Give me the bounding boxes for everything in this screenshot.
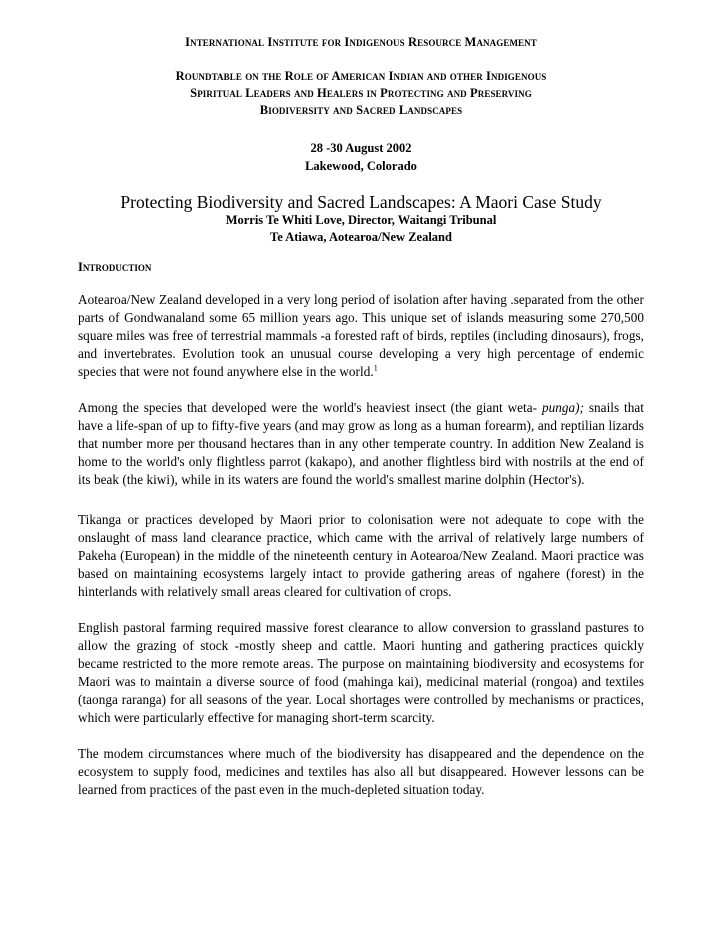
paragraph-1-text: Aotearoa/New Zealand developed in a very long period of isolation after having .separated from the other parts of Gondwanaland some 65 million years ago. This unique set of islands measuring some 270,500 square miles was free of terrestrial mammals -a forested raft of birds, reptiles (including dinosaurs), frogs, and invertebrates. Evolution took an unusual course developing a very high percentage of endemic species that were not found anywhere else in the world.: [78, 292, 644, 379]
author-block: [78, 212, 644, 246]
paragraph-3: Tikanga or practices developed by Maori prior to colonisation were not adequate to cope with the onslaught of mass land clearance practice, which came with the arrival of relatively large numbers of Pakeha (European) in the middle of the nineteenth century in Aotearoa/New Zealand. Maori practice was based on maintaining ecosystems largely intact to provide gathering areas of ngahere (forest) in the hinterlands with relatively small areas cleared for cultivation of crops.: [78, 512, 644, 599]
paragraph-4: English pastoral farming required massive forest clearance to allow conversion to grassland pastures to allow the grazing of stock -mostly sheep and cattle. Maori hunting and gathering practices quickly became restricted to the more remote areas. The purpose on maintaining biodiversity and ecosystems for Maori was to maintain a diverse source of food (mahinga kai), medicinal material (rongoa) and textiles (taonga raranga) for all seasons of the year. Local shortages were controlled by mechanisms or practices, which were particularly effective for managing short-term scarcity.: [78, 620, 644, 725]
document-page: [78, 34, 644, 817]
paragraph-2-text-end: snails that have a life-span of up to fifty-five years (and may grow as long as a human forearm), and reptilian lizards that number more per thousand hectares than in any other temperate country. In addition New Zealand is home to the world's only flightless parrot (kakapo), and another flightless bird with nostrils at the end of its beak (the kiwi), while in its waters are found the world's smallest marine dolphin (Hector's).: [78, 400, 644, 487]
paper-title: Protecting Biodiversity and Sacred Landscapes: A Maori Case Study: [120, 192, 602, 212]
roundtable-title-line-2: Spiritual Leaders and Healers in Protecting and Preserving: [190, 86, 532, 100]
section-heading-introduction: Introduction: [78, 260, 152, 274]
paragraph-2: [78, 399, 644, 489]
author-name-role: Morris Te Whiti Love, Director, Waitangi Tribunal: [225, 213, 497, 227]
paragraph-1: [78, 291, 644, 381]
event-location: Lakewood, Colorado: [305, 159, 417, 173]
paragraph-5: The modem circumstances where much of the biodiversity has disappeared and the dependence on the ecosystem to supply food, medicines and textiles has also all but disappeared. However lessons can be learned from practices of the past even in the much-depleted situation today.: [78, 746, 644, 797]
footnote-marker: 1: [373, 363, 378, 373]
roundtable-title-line-3: Biodiversity and Sacred Landscapes: [259, 103, 463, 117]
paragraph-2-text-start: Among the species that developed were the world's heaviest insect (the giant weta-: [78, 400, 542, 415]
organization-name: International Institute for Indigenous Resource Management: [185, 35, 537, 49]
event-dates: 28 -30 August 2002: [310, 141, 412, 155]
event-date-location: [78, 139, 644, 175]
roundtable-title: [78, 68, 644, 119]
roundtable-title-line-1: Roundtable on the Role of American Indian and other Indigenous: [175, 69, 547, 83]
paragraph-2-italic-term: punga);: [541, 400, 585, 415]
author-affiliation: Te Atiawa, Aotearoa/New Zealand: [270, 230, 452, 244]
